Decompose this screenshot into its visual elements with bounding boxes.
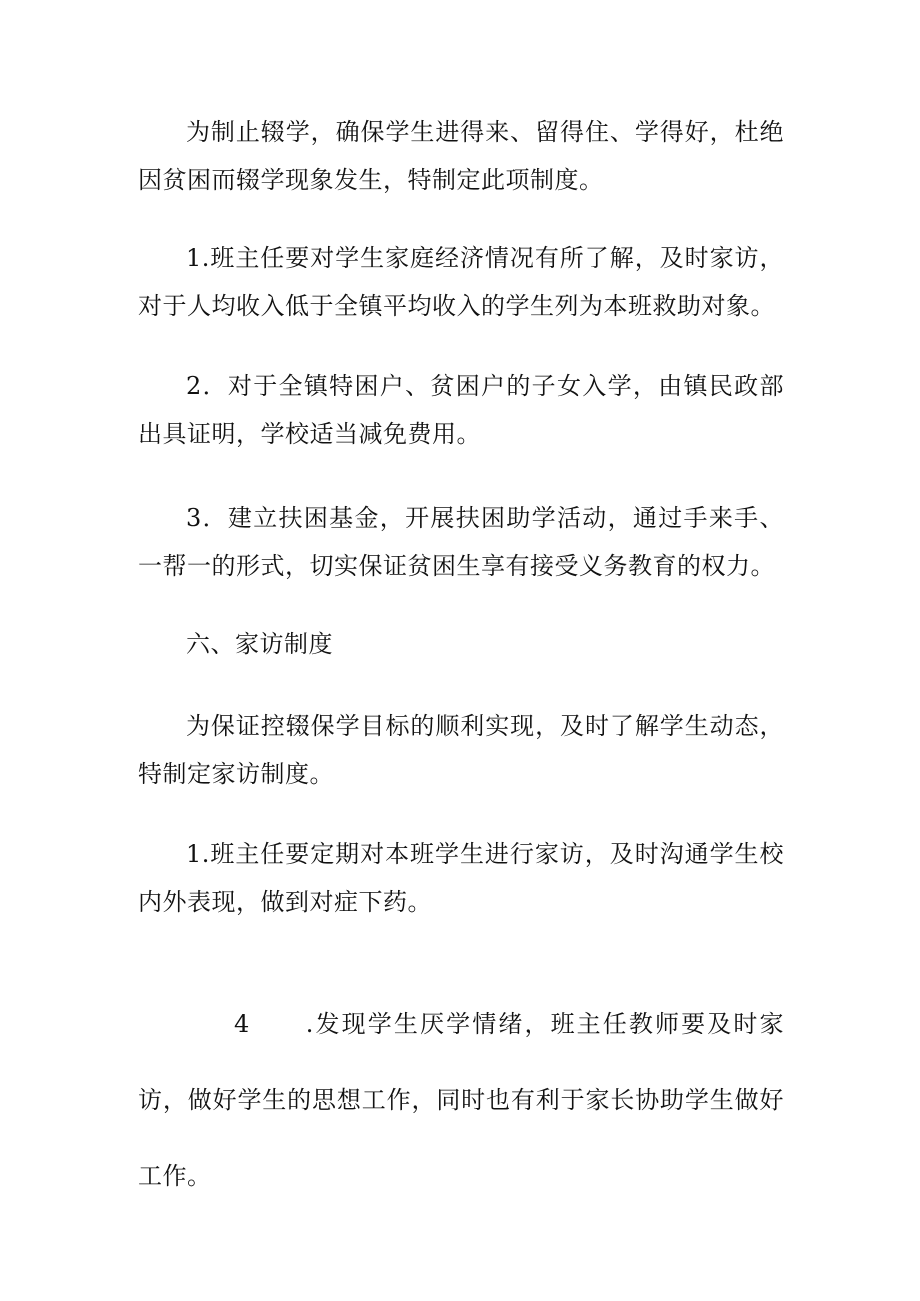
section-heading-home-visit: 六、家访制度 xyxy=(186,630,333,658)
paragraph-item-2-aid: 2．对于全镇特困户、贫困户的子女入学，由镇民政部出具证明，学校适当减免费用。 xyxy=(138,372,784,448)
paragraph-item-4-home-visit xyxy=(138,986,784,1214)
paragraph-item-3-aid: 3．建立扶困基金，开展扶困助学活动，通过手来手、一帮一的形式，切实保证贫困生享有接受义务教育的权力。 xyxy=(138,504,784,580)
item-number: 4 xyxy=(234,1010,250,1038)
item-text: .发现学生厌学情绪，班主任教师要及时家访，做好学生的思想工作，同时也有利于家长协助学生做好工作。 xyxy=(138,1010,784,1190)
paragraph-intro-home-visit: 为保证控辍保学目标的顺利实现，及时了解学生动态，特制定家访制度。 xyxy=(138,712,784,788)
paragraph-item-1-aid: 1.班主任要对学生家庭经济情况有所了解，及时家访，对于人均收入低于全镇平均收入的学生列为本班救助对象。 xyxy=(138,244,784,320)
paragraph-intro-aid: 为制止辍学，确保学生进得来、留得住、学得好，杜绝因贫困而辍学现象发生，特制定此项制度。 xyxy=(138,118,784,194)
paragraph-item-1-home-visit: 1.班主任要定期对本班学生进行家访，及时沟通学生校内外表现，做到对症下药。 xyxy=(138,840,784,916)
